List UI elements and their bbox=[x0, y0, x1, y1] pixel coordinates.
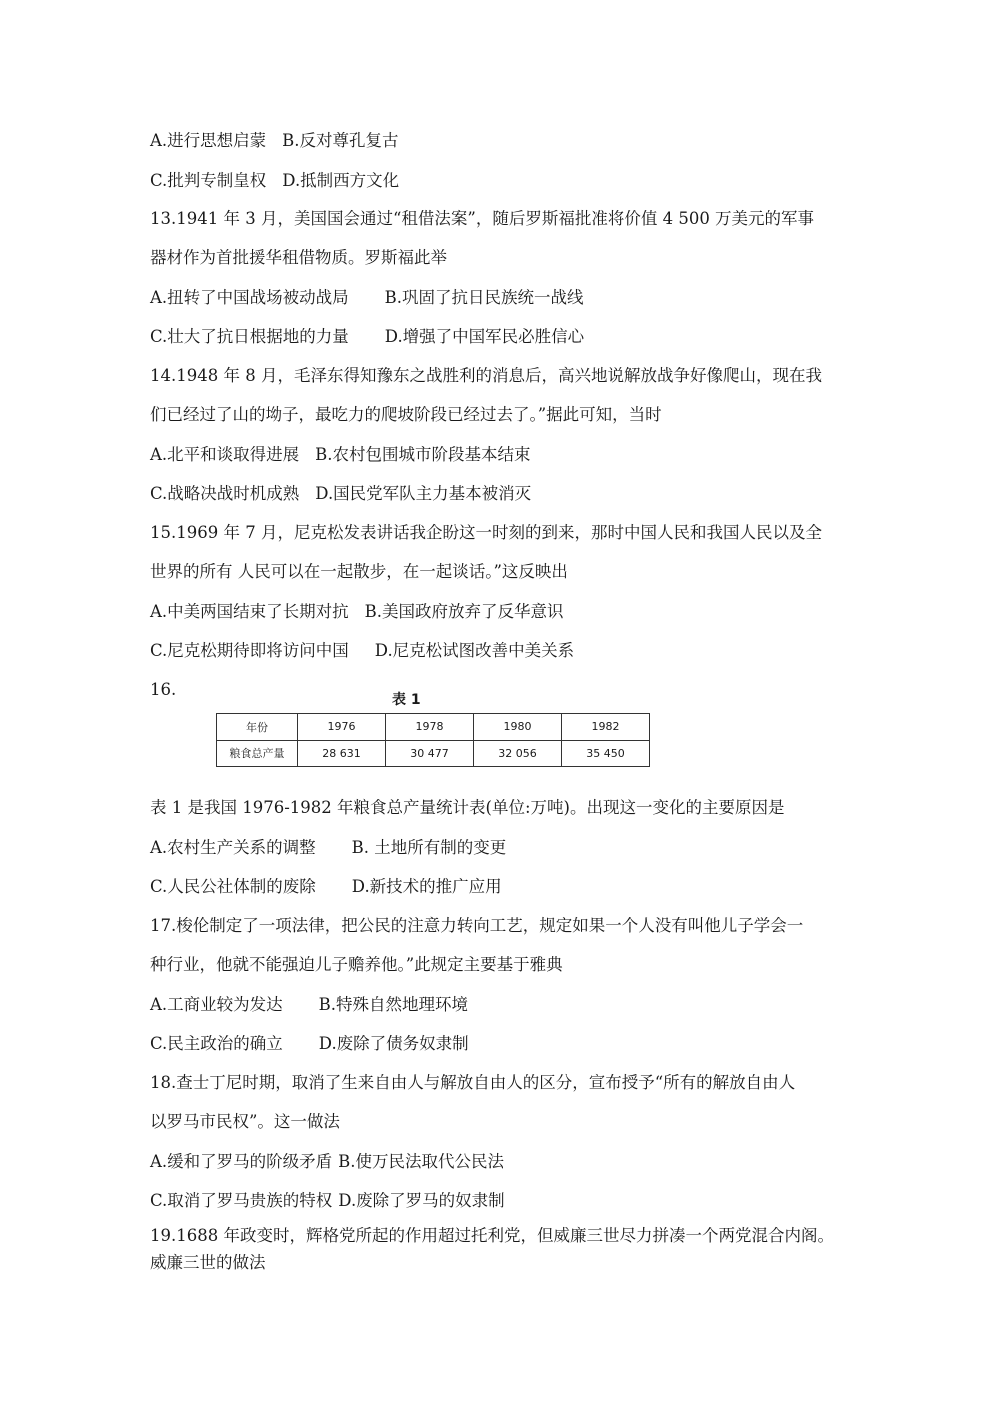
q13-stem-line1: 13.1941 年 3 月，美国国会通过“租借法案”，随后罗斯福批准将价值 4 500 万美元的军事 bbox=[150, 209, 815, 228]
q12-options-ab bbox=[150, 130, 399, 152]
table-row-output bbox=[217, 740, 650, 767]
q12-option-d: D.抵制西方文化 bbox=[282, 171, 400, 190]
q19-stem-line1: 19.1688 年政变时，辉格党所起的作用超过托利党，但威廉三世尽力拼凑一个两党混合内阁。 bbox=[150, 1226, 834, 1245]
grain-output-table bbox=[216, 713, 650, 767]
q16-stem: 表 1 是我国 1976-1982 年粮食总产量统计表(单位:万吨)。出现这一变化的主要原因是 bbox=[150, 798, 785, 817]
q17-option-a: A.工商业较为发达 bbox=[150, 995, 283, 1014]
q17-options-cd bbox=[150, 1033, 469, 1055]
q16-option-d: D.新技术的推广应用 bbox=[351, 877, 502, 896]
q16-option-a: A.农村生产关系的调整 bbox=[150, 838, 316, 857]
q12-options-cd bbox=[150, 170, 399, 192]
q18-option-a: A.缓和了罗马的阶级矛盾 bbox=[150, 1152, 333, 1171]
q14-option-a: A.北平和谈取得进展 bbox=[150, 445, 300, 464]
table-row-years bbox=[217, 714, 650, 741]
q13-option-d: D.增强了中国军民必胜信心 bbox=[384, 327, 585, 346]
table-header-output: 粮食总产量 bbox=[217, 740, 298, 767]
q14-stem-line1: 14.1948 年 8 月，毛泽东得知豫东之战胜利的消息后，高兴地说解放战争好像爬山，现在我 bbox=[150, 366, 822, 385]
q18-options-ab bbox=[150, 1151, 504, 1173]
table-header-year: 年份 bbox=[217, 714, 298, 741]
q18-stem-line2: 以罗马市民权”。这一做法 bbox=[150, 1112, 340, 1131]
table-cell-year: 1982 bbox=[562, 714, 650, 741]
q18-option-c: C.取消了罗马贵族的特权 bbox=[150, 1191, 333, 1210]
q13-option-b: B.巩固了抗日民族统一战线 bbox=[384, 288, 584, 307]
q17-option-c: C.民主政治的确立 bbox=[150, 1034, 283, 1053]
q14-options-cd bbox=[150, 483, 531, 505]
table-cell-year: 1976 bbox=[298, 714, 386, 741]
q19-stem-line2: 威廉三世的做法 bbox=[150, 1253, 266, 1272]
q16-options-cd bbox=[150, 876, 502, 898]
table-cell-year: 1978 bbox=[386, 714, 474, 741]
q17-option-d: D.废除了债务奴隶制 bbox=[318, 1034, 469, 1053]
q12-option-b: B.反对尊孔复古 bbox=[282, 131, 399, 150]
q16-number: 16. bbox=[150, 680, 177, 699]
q15-option-b: B.美国政府放弃了反华意识 bbox=[364, 602, 564, 621]
q14-option-d: D.国民党军队主力基本被消灭 bbox=[315, 484, 532, 503]
table-cell-output: 28 631 bbox=[298, 740, 386, 767]
q15-stem-line1: 15.1969 年 7 月，尼克松发表讲话我企盼这一时刻的到来，那时中国人民和我国人民以及全 bbox=[150, 523, 822, 542]
q15-options-ab bbox=[150, 601, 564, 623]
q14-option-c: C.战略决战时机成熟 bbox=[150, 484, 300, 503]
q18-options-cd bbox=[150, 1190, 505, 1212]
q13-option-a: A.扭转了中国战场被动战局 bbox=[150, 288, 349, 307]
q15-option-a: A.中美两国结束了长期对抗 bbox=[150, 602, 349, 621]
table-cell-output: 30 477 bbox=[386, 740, 474, 767]
q17-stem-line2: 种行业，他就不能强迫儿子赡养他。”此规定主要基于雅典 bbox=[150, 955, 563, 974]
q17-stem-line1: 17.梭伦制定了一项法律，把公民的注意力转向工艺，规定如果一个人没有叫他儿子学会一 bbox=[150, 916, 804, 935]
q15-options-cd bbox=[150, 640, 574, 662]
q18-option-b: B.使万民法取代公民法 bbox=[338, 1152, 505, 1171]
q16-option-b: B. 土地所有制的变更 bbox=[351, 838, 507, 857]
q17-options-ab bbox=[150, 994, 468, 1016]
q12-option-c: C.批判专制皇权 bbox=[150, 171, 267, 190]
table-cell-output: 32 056 bbox=[474, 740, 562, 767]
table-title: 表 1 bbox=[392, 692, 421, 708]
q17-option-b: B.特殊自然地理环境 bbox=[318, 995, 469, 1014]
q14-options-ab bbox=[150, 444, 531, 466]
q15-option-c: C.尼克松期待即将访问中国 bbox=[150, 641, 349, 660]
table-cell-output: 35 450 bbox=[562, 740, 650, 767]
q14-stem-line2: 们已经过了山的坳子，最吃力的爬坡阶段已经过去了。”据此可知，当时 bbox=[150, 405, 662, 424]
q15-option-d: D.尼克松试图改善中美关系 bbox=[374, 641, 575, 660]
q13-stem-line2: 器材作为首批援华租借物质。罗斯福此举 bbox=[150, 248, 447, 267]
q13-options-cd bbox=[150, 326, 584, 348]
q14-option-b: B.农村包围城市阶段基本结束 bbox=[315, 445, 531, 464]
q12-option-a: A.进行思想启蒙 bbox=[150, 131, 267, 150]
q13-options-ab bbox=[150, 287, 584, 309]
table-cell-year: 1980 bbox=[474, 714, 562, 741]
q18-stem-line1: 18.查士丁尼时期，取消了生来自由人与解放自由人的区分，宣布授予“所有的解放自由人 bbox=[150, 1073, 796, 1092]
q16-options-ab bbox=[150, 837, 506, 859]
q18-option-d: D.废除了罗马的奴隶制 bbox=[338, 1191, 505, 1210]
q16-option-c: C.人民公社体制的废除 bbox=[150, 877, 316, 896]
q13-option-c: C.壮大了抗日根据地的力量 bbox=[150, 327, 349, 346]
q15-stem-line2: 世界的所有 人民可以在一起散步，在一起谈话。”这反映出 bbox=[150, 562, 568, 581]
